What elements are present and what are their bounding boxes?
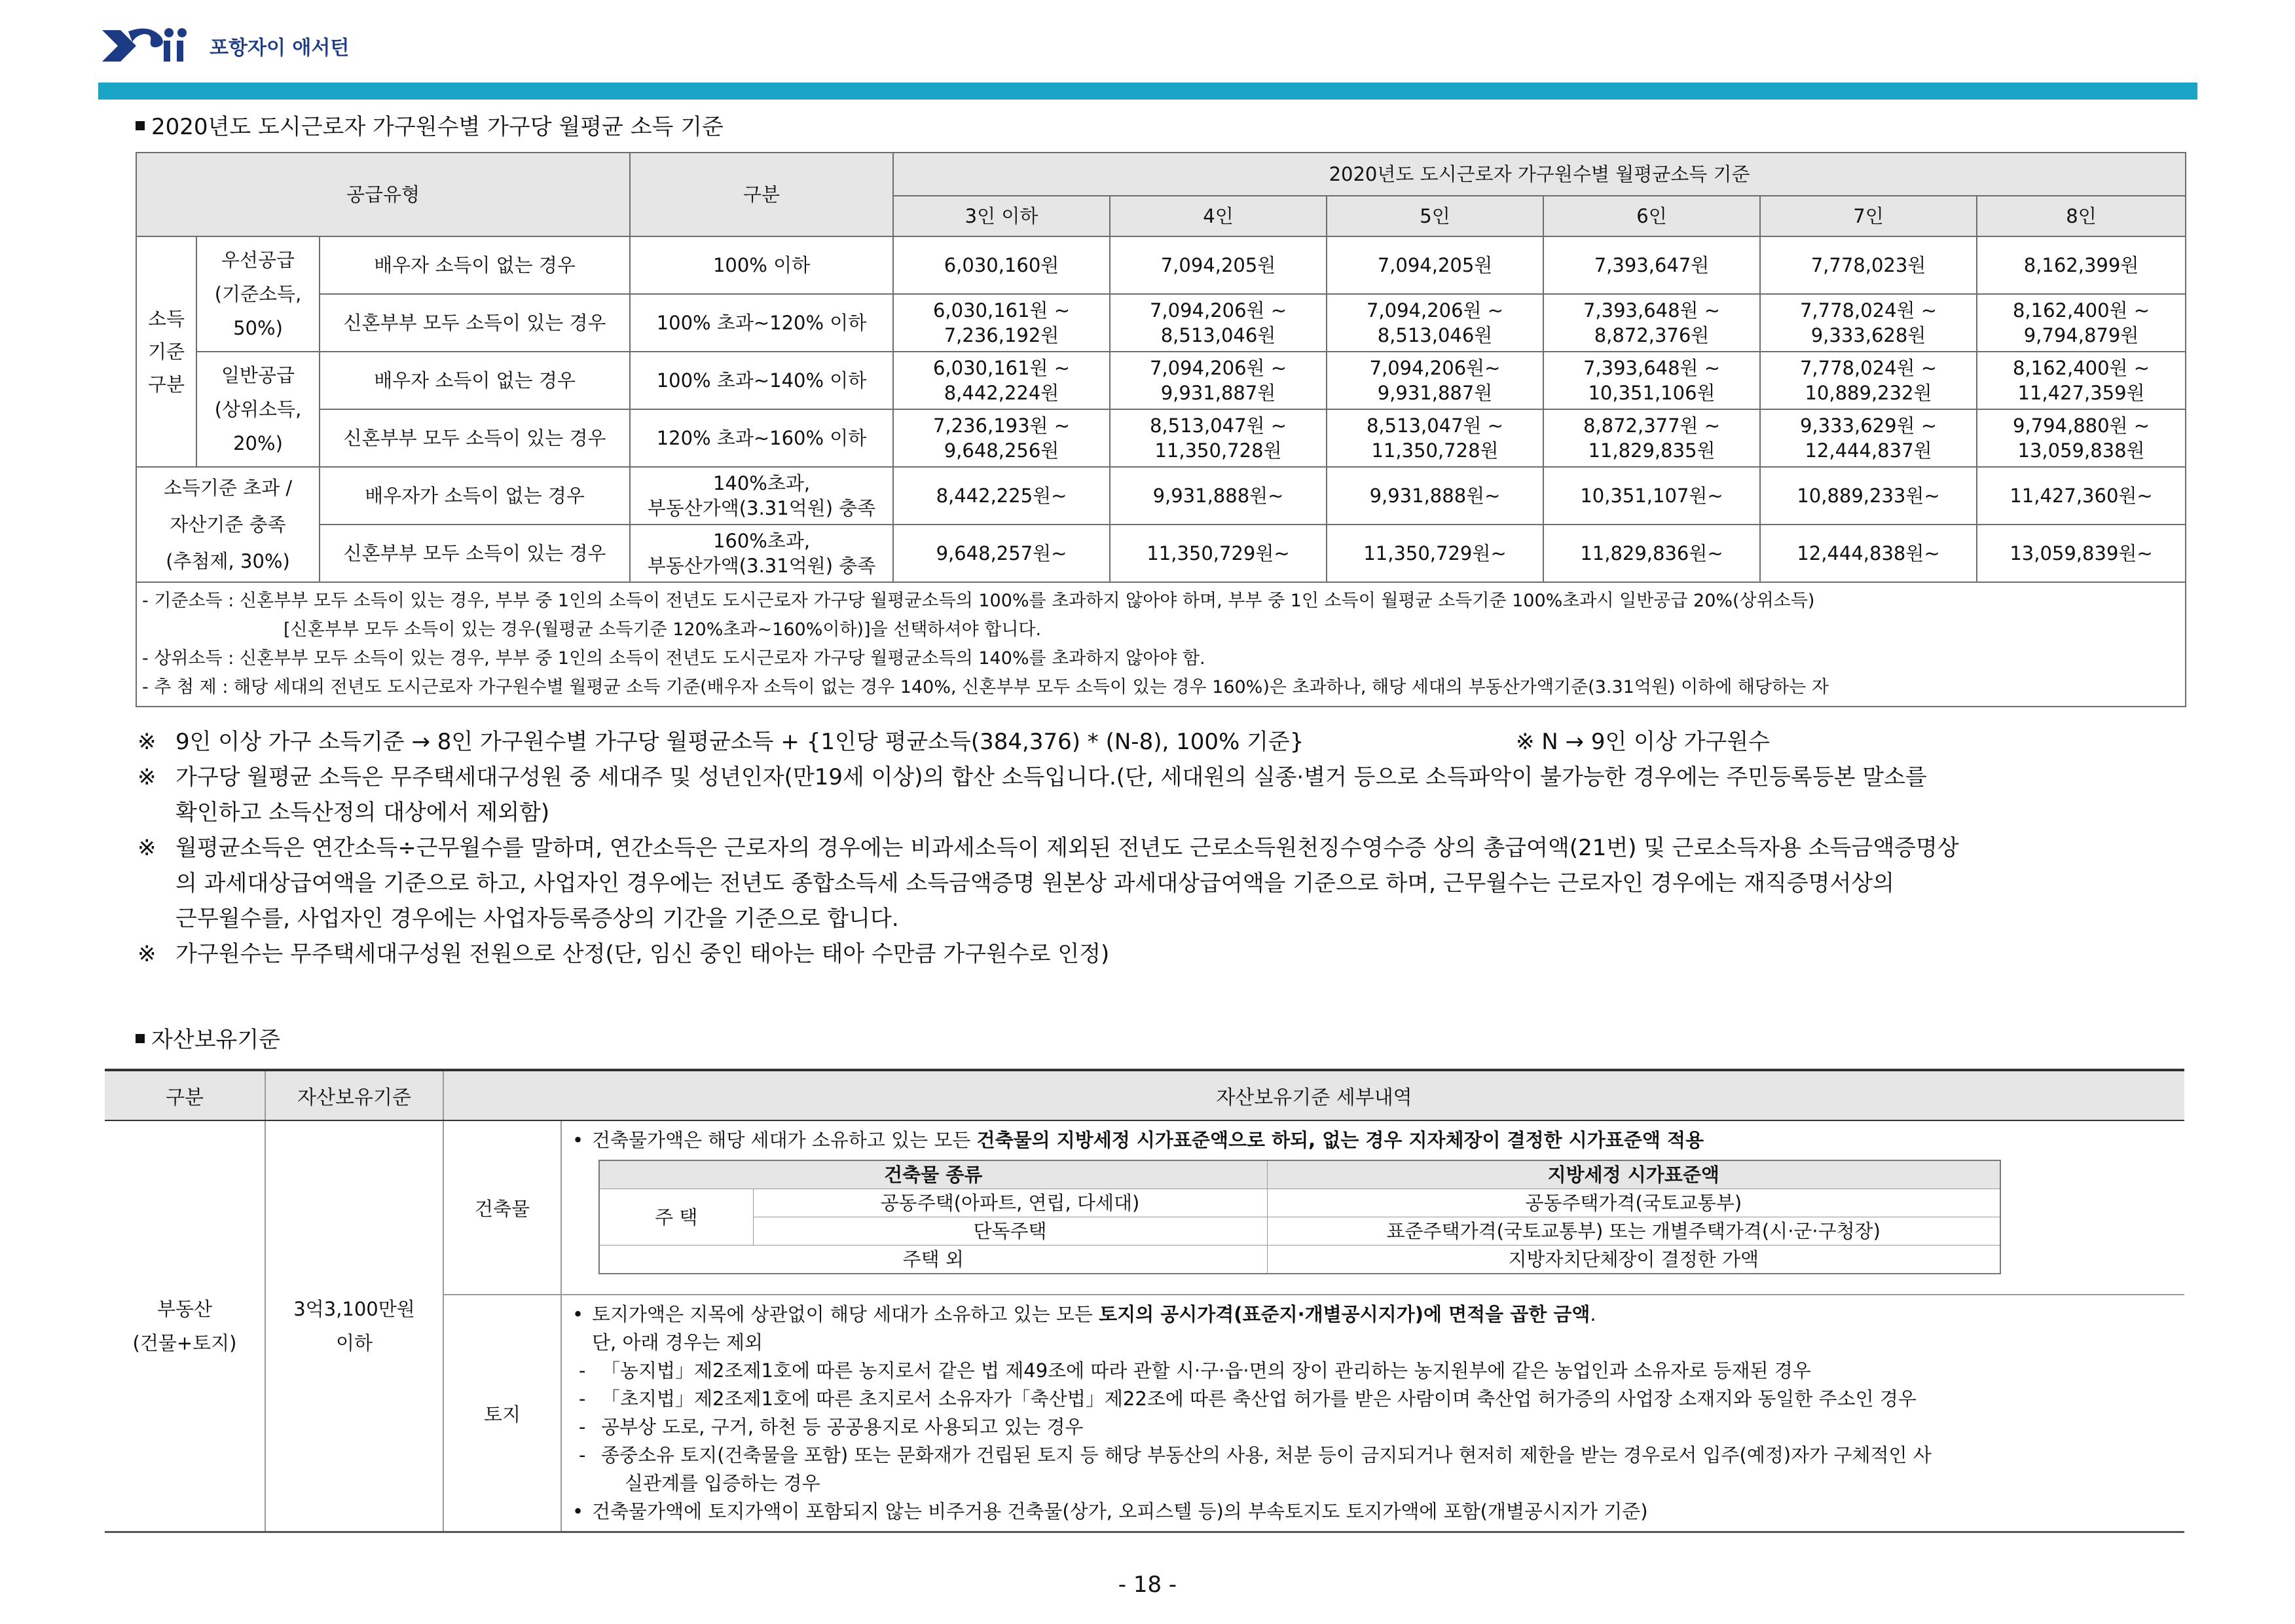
brand-text: 포항자이 애서턴 <box>210 37 350 60</box>
income-cell: 10,351,107원~ <box>1543 467 1760 525</box>
inner-type-cell: 주택 외 <box>599 1246 1267 1274</box>
land-exception <box>572 1441 2174 1469</box>
income-cell: 9,333,629원 ~ 12,444,837원 <box>1760 409 1977 467</box>
income-cell: 8,513,047원 ~ 11,350,728원 <box>1327 409 1543 467</box>
note-item <box>138 724 2184 760</box>
income-cell: 6,030,161원 ~ 7,236,192원 <box>893 294 1110 352</box>
building-value-table <box>598 1160 2001 1274</box>
inner-type-cell: 공동주택(아파트, 연립, 다세대) <box>753 1189 1267 1217</box>
asset-category: 부동산 (건물+토지) <box>105 1120 265 1532</box>
income-cell: 11,829,836원~ <box>1543 525 1760 582</box>
note-text: 가구당 월평균 소득은 무주택세대구성원 중 세대주 및 성년인자(만19세 이상)의 합산 소득입니다.(단, 세대원의 실종·별거 등으로 소득파악이 불가능한 경우에는 주민등록등본 말소를 <box>175 764 1927 790</box>
land-note-text: . <box>1590 1303 1596 1325</box>
bullet-icon: • <box>572 1303 584 1325</box>
header-asset-standard: 자산보유기준 <box>265 1070 443 1120</box>
reference-mark-icon: ※ <box>138 729 156 755</box>
header-household-size: 8인 <box>1977 196 2186 236</box>
header-division: 구분 <box>630 153 893 236</box>
note-text: ※ N → 9인 이상 가구원수 <box>1516 729 1770 755</box>
header-household-size: 7인 <box>1760 196 1977 236</box>
reference-notes <box>138 724 2184 972</box>
income-cell: 6,030,161원 ~ 8,442,224원 <box>893 352 1110 409</box>
note-text: 근무월수를, 사업자인 경우에는 사업자등록증상의 기간을 기준으로 합니다. <box>175 906 899 932</box>
income-cell: 7,094,206원 ~ 8,513,046원 <box>1110 294 1327 352</box>
inner-house-label: 주 택 <box>599 1189 753 1246</box>
land-note-text: 단, 아래 경우는 제외 <box>592 1331 763 1354</box>
note-item <box>138 936 2184 972</box>
header-household-size: 6인 <box>1543 196 1760 236</box>
row-condition: 신혼부부 모두 소득이 있는 경우 <box>320 525 630 582</box>
asset-standard-table <box>105 1069 2184 1533</box>
xi-logo-icon <box>98 25 196 67</box>
header-household-size: 4인 <box>1110 196 1327 236</box>
label-general-supply: 일반공급 (상위소득, 20%) <box>196 352 320 467</box>
income-cell: 9,931,888원~ <box>1327 467 1543 525</box>
land-note-text: 건축물가액에 토지가액이 포함되지 않는 비주거용 건축물(상가, 오피스텔 등)의 부속토지도 토지가액에 포함(개별공시지가 기준) <box>592 1500 1648 1522</box>
table-notes <box>136 582 2186 707</box>
income-cell: 7,778,024원 ~ 9,333,628원 <box>1760 294 1977 352</box>
building-detail <box>561 1120 2184 1295</box>
square-bullet-icon <box>136 121 145 130</box>
land-exception <box>572 1413 2174 1441</box>
note-text: 9인 이상 가구 소득기준 → 8인 가구원수별 가구당 월평균소득 + {1인당 평균소득(384,376) * (N-8), 100% 기준} <box>175 729 1304 755</box>
income-cell: 9,794,880원 ~ 13,059,838원 <box>1977 409 2186 467</box>
building-note-emphasis: 건축물의 지방세정 시가표준액으로 하되, 없는 경우 지자체장이 결정한 시가표준액 적용 <box>976 1129 1704 1151</box>
inner-std-cell: 공동주택가격(국토교통부) <box>1267 1189 2000 1217</box>
land-exception-text: 「농지법」제2조제1호에 따른 농지로서 같은 법 제49조에 따라 관할 시·구·읍·면의 장이 관리하는 농지원부에 같은 농업인과 소유자로 등재된 경우 <box>601 1359 1811 1382</box>
income-cell: 11,350,729원~ <box>1110 525 1327 582</box>
bullet-icon: • <box>572 1500 584 1522</box>
note-text: 의 과세대상급여액을 기준으로 하고, 사업자인 경우에는 전년도 종합소득세 소득금액증명 원본상 과세대상급여액을 기준으로 하며, 근무월수는 근로자인 경우에는 재직증명서상의 <box>175 870 1894 896</box>
bullet-icon: • <box>572 1129 584 1151</box>
land-note-text: 토지가액은 지목에 상관없이 해당 세대가 소유하고 있는 모든 <box>592 1303 1099 1325</box>
section-asset-title-text: 자산보유기준 <box>151 1027 281 1053</box>
note-text: 월평균소득은 연간소득÷근무월수를 말하며, 연간소득은 근로자의 경우에는 비과세소득이 제외된 전년도 근로소득원천징수영수증 상의 총급여액(21번) 및 근로소득자용 소득금액증명상 <box>175 835 1959 861</box>
income-cell: 12,444,838원~ <box>1760 525 1977 582</box>
header-asset-detail: 자산보유기준 세부내역 <box>443 1070 2184 1120</box>
page-number: - 18 - <box>1118 1572 1177 1598</box>
building-note-text: 건축물가액은 해당 세대가 소유하고 있는 모든 <box>592 1129 977 1151</box>
income-cell: 8,162,400원 ~ 9,794,879원 <box>1977 294 2186 352</box>
land-exception-text: 공부상 도로, 구거, 하천 등 공공용지로 사용되고 있는 경우 <box>601 1416 1084 1438</box>
income-cell: 8,513,047원 ~ 11,350,728원 <box>1110 409 1327 467</box>
income-cell: 7,393,647원 <box>1543 236 1760 294</box>
income-cell: 13,059,839원~ <box>1977 525 2186 582</box>
building-label: 건축물 <box>443 1120 561 1295</box>
income-cell: 7,094,206원 ~ 9,931,887원 <box>1110 352 1327 409</box>
land-exception <box>572 1357 2174 1385</box>
land-note <box>572 1301 2174 1329</box>
reference-mark-icon: ※ <box>138 835 156 861</box>
note-item <box>138 830 2184 866</box>
income-cell: 7,236,193원 ~ 9,648,256원 <box>893 409 1110 467</box>
note-line: - 추 첨 제 : 해당 세대의 전년도 도시근로자 가구원수별 월평균 소득 기준(배우자 소득이 없는 경우 140%, 신혼부부 모두 소득이 있는 경우 160%)은 초과하나, 해당 세대의 부동산가액기준(3.31억원) 이하에 해당하는 자 <box>142 677 1829 697</box>
inner-std-cell: 지방자치단체장이 결정한 가액 <box>1267 1246 2000 1274</box>
land-exception-text: 「초지법」제2조제1호에 따른 초지로서 소유자가「축산법」제22조에 따른 축산업 허가를 받은 사람이며 축산업 허가증의 사업장 소재지와 동일한 주소인 경우 <box>601 1388 1917 1410</box>
row-range: 100% 초과~140% 이하 <box>630 352 893 409</box>
land-note <box>572 1498 2174 1526</box>
income-cell: 8,162,399원 <box>1977 236 2186 294</box>
inner-header-type: 건축물 종류 <box>599 1160 1267 1189</box>
dash-icon: - <box>579 1388 586 1410</box>
land-exception-text: 실관계를 입증하는 경우 <box>625 1472 820 1494</box>
row-condition: 배우자 소득이 없는 경우 <box>320 236 630 294</box>
dash-icon: - <box>579 1444 586 1466</box>
note-line: - 기준소득 : 신혼부부 모두 소득이 있는 경우, 부부 중 1인의 소득이 전년도 도시근로자 가구당 월평균소득의 100%를 초과하지 않아야 하며, 부부 중 1인 소득이 월평균 소득기준 100%초과시 일반공급 20%(상위소득) <box>142 591 1815 611</box>
income-cell: 9,931,888원~ <box>1110 467 1327 525</box>
row-condition: 신혼부부 모두 소득이 있는 경우 <box>320 294 630 352</box>
building-note <box>572 1126 2174 1154</box>
income-cell: 7,094,206원~ 9,931,887원 <box>1327 352 1543 409</box>
income-cell: 6,030,160원 <box>893 236 1110 294</box>
header-division: 구분 <box>105 1070 265 1120</box>
land-exception <box>572 1385 2174 1413</box>
row-condition: 배우자가 소득이 없는 경우 <box>320 467 630 525</box>
income-cell: 8,442,225원~ <box>893 467 1110 525</box>
income-cell: 11,350,729원~ <box>1327 525 1543 582</box>
income-cell: 7,393,648원 ~ 10,351,106원 <box>1543 352 1760 409</box>
header-supply-type: 공급유형 <box>136 153 630 236</box>
section-income-title <box>136 114 724 140</box>
land-label: 토지 <box>443 1295 561 1532</box>
income-cell: 10,889,233원~ <box>1760 467 1977 525</box>
income-cell: 7,778,024원 ~ 10,889,232원 <box>1760 352 1977 409</box>
reference-mark-icon: ※ <box>138 764 156 790</box>
header-income-group: 2020년도 도시근로자 가구원수별 월평균소득 기준 <box>893 153 2186 196</box>
row-range: 120% 초과~160% 이하 <box>630 409 893 467</box>
land-detail <box>561 1295 2184 1532</box>
dash-icon: - <box>579 1416 586 1438</box>
dash-icon: - <box>579 1359 586 1382</box>
note-line: [신혼부부 모두 소득이 있는 경우(월평균 소득기준 120%초과~160%이하)]을 선택하셔야 합니다. <box>284 619 1042 640</box>
label-income-standard: 소득 기준 구분 <box>136 236 196 467</box>
label-priority-supply: 우선공급 (기준소득, 50%) <box>196 236 320 352</box>
inner-type-cell: 단독주택 <box>753 1217 1267 1246</box>
income-cell: 8,872,377원 ~ 11,829,835원 <box>1543 409 1760 467</box>
note-text: 확인하고 소득산정의 대상에서 제외함) <box>175 800 550 826</box>
note-text: 가구원수는 무주택세대구성원 전원으로 산정(단, 임신 중인 태아는 태아 수만큼 가구원수로 인정) <box>175 941 1110 967</box>
income-cell: 7,393,648원 ~ 8,872,376원 <box>1543 294 1760 352</box>
income-cell: 7,778,023원 <box>1760 236 1977 294</box>
note-line: - 상위소득 : 신혼부부 모두 소득이 있는 경우, 부부 중 1인의 소득이 전년도 도시근로자 가구당 월평균소득의 140%를 초과하지 않아야 함. <box>142 648 1205 669</box>
header-household-size: 5인 <box>1327 196 1543 236</box>
income-cell: 7,094,206원 ~ 8,513,046원 <box>1327 294 1543 352</box>
income-cell: 9,648,257원~ <box>893 525 1110 582</box>
inner-header-std: 지방세정 시가표준액 <box>1267 1160 2000 1189</box>
inner-std-cell: 표준주택가격(국토교통부) 또는 개별주택가격(시·군·구청장) <box>1267 1217 2000 1246</box>
section-asset-title <box>136 1027 280 1053</box>
brand-logo <box>98 25 349 67</box>
header-accent-bar <box>98 83 2197 100</box>
label-lottery: 소득기준 초과 / 자산기준 충족 (추첨제, 30%) <box>136 467 320 582</box>
income-cell: 8,162,400원 ~ 11,427,359원 <box>1977 352 2186 409</box>
row-range: 100% 이하 <box>630 236 893 294</box>
income-standard-table <box>136 152 2186 707</box>
income-cell: 7,094,205원 <box>1110 236 1327 294</box>
header-household-size: 3인 이하 <box>893 196 1110 236</box>
land-exception-text: 종중소유 토지(건축물을 포함) 또는 문화재가 건립된 토지 등 해당 부동산의 사용, 처분 등이 금지되거나 현저히 제한을 받는 경우로서 입주(예정)자가 구체적인 사 <box>601 1444 1932 1466</box>
section-income-title-text: 2020년도 도시근로자 가구원수별 가구당 월평균 소득 기준 <box>151 114 724 140</box>
income-cell: 11,427,360원~ <box>1977 467 2186 525</box>
square-bullet-icon <box>136 1034 145 1043</box>
row-condition: 배우자 소득이 없는 경우 <box>320 352 630 409</box>
row-range: 160%초과, 부동산가액(3.31억원) 충족 <box>630 525 893 582</box>
row-condition: 신혼부부 모두 소득이 있는 경우 <box>320 409 630 467</box>
income-cell: 7,094,205원 <box>1327 236 1543 294</box>
note-item <box>138 760 2184 795</box>
reference-mark-icon: ※ <box>138 941 156 967</box>
land-note-emphasis: 토지의 공시가격(표준지·개별공시지가)에 면적을 곱한 금액 <box>1099 1303 1590 1325</box>
asset-standard-value: 3억3,100만원 이하 <box>265 1120 443 1532</box>
row-range: 140%초과, 부동산가액(3.31억원) 충족 <box>630 467 893 525</box>
row-range: 100% 초과~120% 이하 <box>630 294 893 352</box>
